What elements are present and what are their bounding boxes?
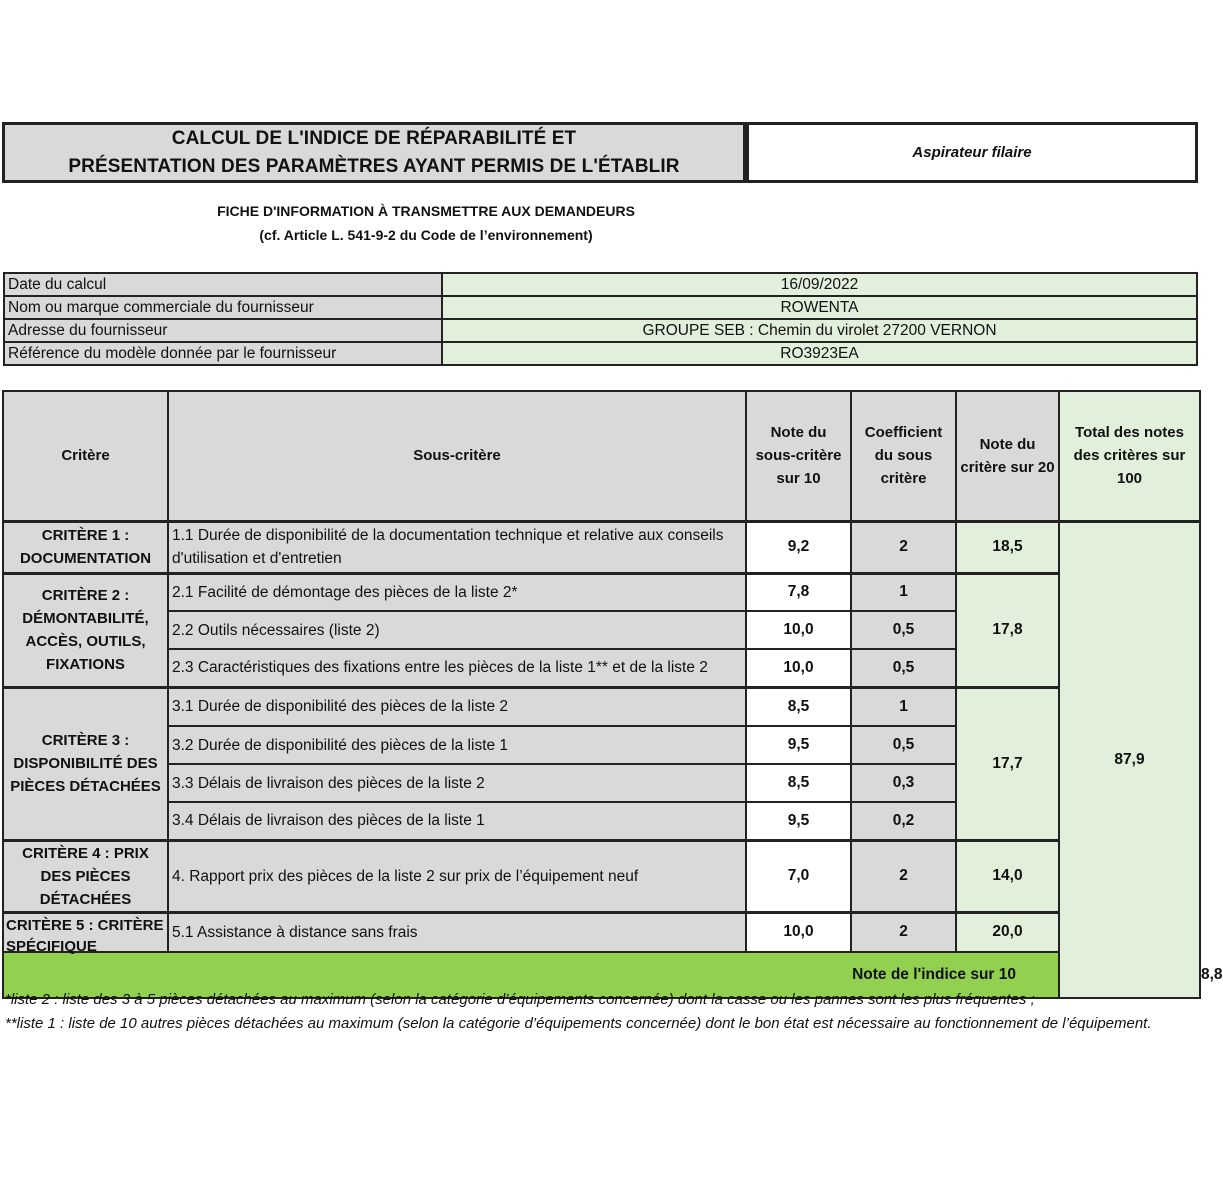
criterion-name: [3, 912, 168, 955]
info-value: RO3923EA: [442, 342, 1197, 365]
subtitle-line-1: FICHE D'INFORMATION À TRANSMETTRE AUX DEMANDEURS: [217, 203, 635, 219]
table-row: [3, 521, 1200, 573]
info-row: [4, 296, 1197, 319]
info-label: Date du calcul: [4, 273, 442, 296]
title-line-2: PRÉSENTATION DES PARAMÈTRES AYANT PERMIS DE L'ÉTABLIR: [68, 155, 680, 177]
criterion-name: CRITÈRE 1 : DOCUMENTATION: [3, 521, 168, 573]
sub-criterion-score: 9,5: [746, 726, 851, 764]
sub-criterion: 3.3 Délais de livraison des pièces de la liste 2: [168, 764, 746, 802]
info-row: [4, 342, 1197, 365]
score-table: [2, 390, 1223, 999]
footnotes: [5, 988, 1195, 1035]
header-critere: Critère: [3, 391, 168, 521]
sub-criterion-score: 7,0: [746, 840, 851, 912]
sub-criterion-coefficient: 2: [851, 912, 956, 952]
criterion-score: 18,5: [956, 521, 1059, 573]
sub-criterion-score: 8,5: [746, 687, 851, 726]
sub-criterion: 2.2 Outils nécessaires (liste 2): [168, 611, 746, 649]
subtitle-line-2: (cf. Article L. 541-9-2 du Code de l’environnement): [259, 227, 593, 243]
criterion-score: 17,7: [956, 687, 1059, 840]
sub-criterion-coefficient: 1: [851, 573, 956, 611]
sub-criterion-score: 10,0: [746, 611, 851, 649]
sub-criterion-coefficient: 0,5: [851, 726, 956, 764]
header-coefficient: Coefficient du sous critère: [851, 391, 956, 521]
sub-criterion-score: 8,5: [746, 764, 851, 802]
sub-criterion: 1.1 Durée de disponibilité de la documentation technique et relative aux conseils d'utilisation et d'entretien: [168, 521, 746, 573]
supplier-info-table: [3, 272, 1198, 366]
title-section: [2, 122, 1198, 183]
table-row: [3, 840, 1200, 912]
info-value: ROWENTA: [442, 296, 1197, 319]
info-label: Adresse du fournisseur: [4, 319, 442, 342]
criterion-5-name: CRITÈRE 5 : CRITÈRE SPÉCIFIQUE: [6, 916, 164, 955]
header-note-10: Note du sous-critère sur 10: [746, 391, 851, 521]
info-value: GROUPE SEB : Chemin du virolet 27200 VERNON: [442, 319, 1197, 342]
info-row: [4, 273, 1197, 296]
sub-criterion-score: 10,0: [746, 649, 851, 687]
criterion-name: CRITÈRE 3 : DISPONIBILITÉ DES PIÈCES DÉTACHÉES: [3, 687, 168, 840]
sub-criterion-coefficient: 2: [851, 840, 956, 912]
header-note-20: Note du critère sur 20: [956, 391, 1059, 521]
info-value: 16/09/2022: [442, 273, 1197, 296]
footnote-list-2: *liste 2 : liste des 3 à 5 pièces détachées au maximum (selon la catégorie d’équipements concernée) dont la casse ou les pannes sont les plus fréquentes ;: [5, 991, 1035, 1008]
sub-criterion-coefficient: 1: [851, 687, 956, 726]
criterion-score: 20,0: [956, 912, 1059, 952]
sub-criterion-score: 10,0: [746, 912, 851, 952]
footnote-list-1: **liste 1 : liste de 10 autres pièces détachées au maximum (selon la catégorie d’équipements concernée) dont le bon état est nécessaire au fonctionnement de l’équipement.: [5, 1014, 1152, 1032]
sub-criterion-score: 7,8: [746, 573, 851, 611]
sub-criterion: 2.1 Facilité de démontage des pièces de la liste 2*: [168, 573, 746, 611]
sub-criterion-coefficient: 0,3: [851, 764, 956, 802]
sub-criterion: 4. Rapport prix des pièces de la liste 2 sur prix de l’équipement neuf: [168, 840, 746, 912]
header-row: [3, 391, 1200, 521]
criterion-score: 14,0: [956, 840, 1059, 912]
sub-criterion-score: 9,2: [746, 521, 851, 573]
sub-criterion: 3.1 Durée de disponibilité des pièces de la liste 2: [168, 687, 746, 726]
sub-criterion-coefficient: 2: [851, 521, 956, 573]
table-row: [3, 573, 1200, 611]
total-score: 87,9: [1059, 521, 1200, 998]
table-row: [3, 912, 1200, 952]
info-label: Référence du modèle donnée par le fournisseur: [4, 342, 442, 365]
criterion-name: CRITÈRE 4 : PRIX DES PIÈCES DÉTACHÉES: [3, 840, 168, 912]
final-score-label: Note de l'indice sur 10: [3, 952, 1059, 998]
sub-criterion: 3.2 Durée de disponibilité des pièces de la liste 1: [168, 726, 746, 764]
sub-criterion: 5.1 Assistance à distance sans frais: [168, 912, 746, 952]
sub-criterion: 2.3 Caractéristiques des fixations entre les pièces de la liste 1** et de la liste 2: [168, 649, 746, 687]
sub-criterion: 3.4 Délais de livraison des pièces de la liste 1: [168, 802, 746, 840]
info-row: [4, 319, 1197, 342]
criterion-name: CRITÈRE 2 : DÉMONTABILITÉ, ACCÈS, OUTILS, FIXATIONS: [3, 573, 168, 687]
product-type: Aspirateur filaire: [746, 122, 1198, 183]
header-sous-critere: Sous-critère: [168, 391, 746, 521]
sub-criterion-coefficient: 0,2: [851, 802, 956, 840]
final-score-row: Note de l'indice sur 10 8,8: [3, 952, 1200, 998]
sub-criterion-coefficient: 0,5: [851, 649, 956, 687]
header-total-100: Total des notes des critères sur 100: [1059, 391, 1200, 521]
sub-criterion-score: 9,5: [746, 802, 851, 840]
table-row: [3, 687, 1200, 726]
criterion-score: 17,8: [956, 573, 1059, 687]
document-title: [2, 122, 746, 183]
sub-criterion-coefficient: 0,5: [851, 611, 956, 649]
info-label: Nom ou marque commerciale du fournisseur: [4, 296, 442, 319]
title-line-1: CALCUL DE L'INDICE DE RÉPARABILITÉ ET: [171, 127, 577, 149]
